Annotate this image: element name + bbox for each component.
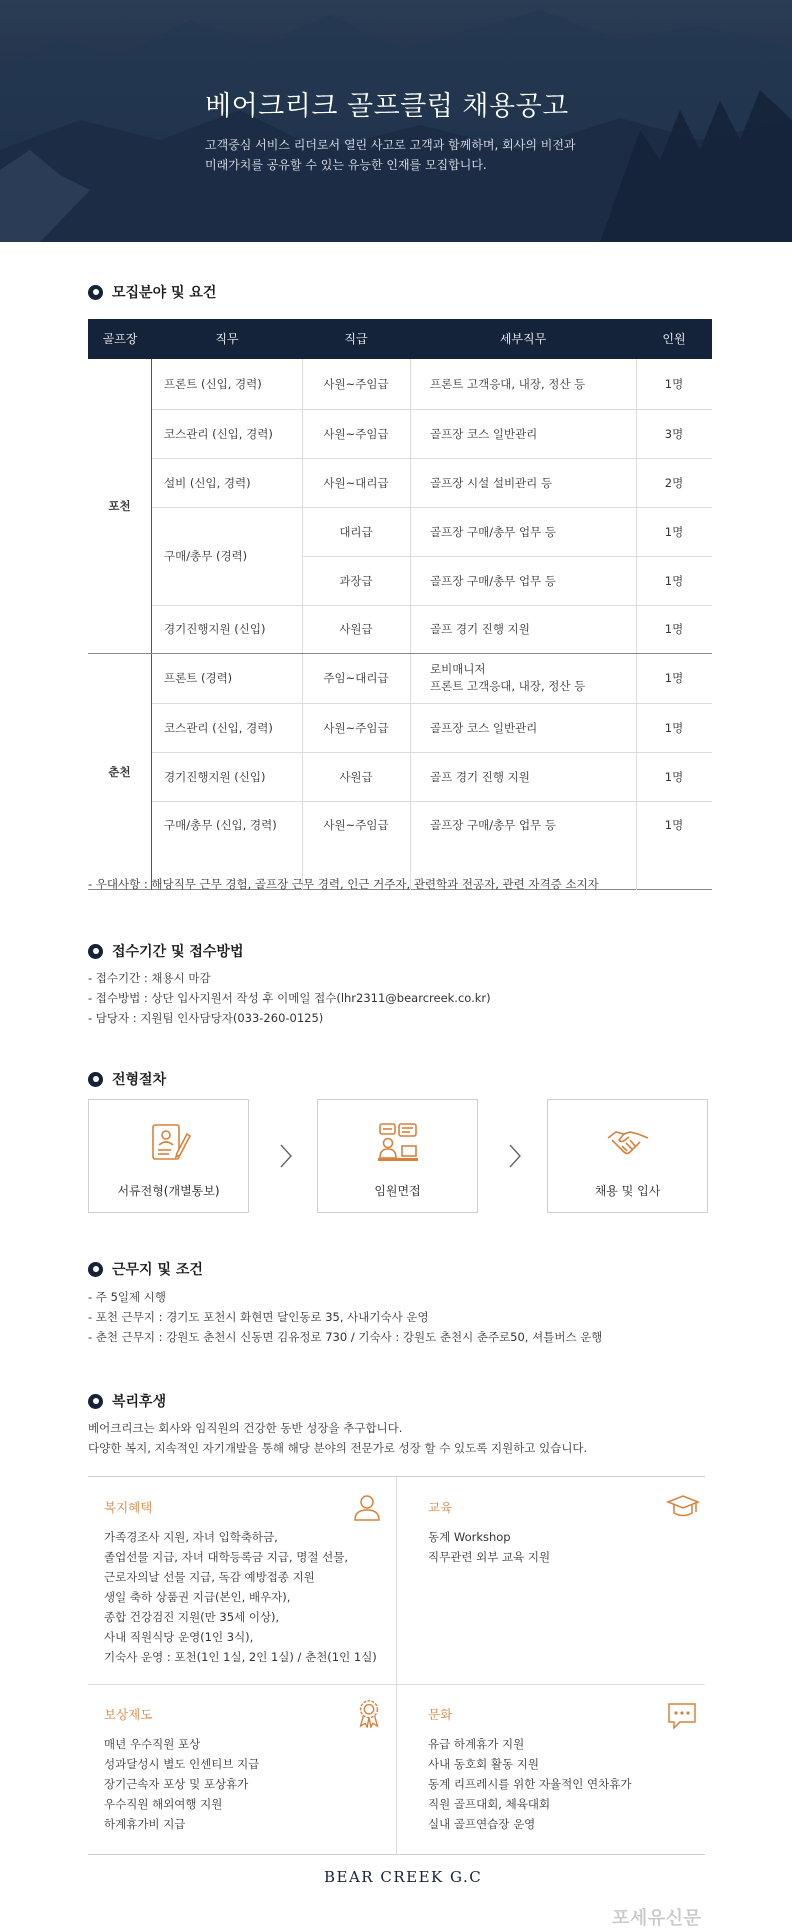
cell-rank: 과장급	[339, 573, 373, 588]
cell-detail-line: 프론트 고객응대, 내장, 정산 등	[430, 679, 586, 693]
welfare-item: 가족경조사 지원, 자녀 입학축하금,	[104, 1530, 278, 1544]
cell-detail: 골프 경기 진행 지원	[430, 769, 530, 784]
application-line: - 접수기간 : 채용시 마감	[88, 971, 211, 985]
welfare-item: 사내 직원식당 운영(1인 3식),	[104, 1630, 254, 1644]
header-rank: 직급	[344, 332, 368, 346]
cell-detail	[430, 653, 636, 703]
bullet-circle-icon	[88, 944, 103, 959]
welfare-item: 실내 골프연습장 운영	[428, 1817, 536, 1831]
bullet-circle-icon	[88, 285, 103, 300]
application-line: - 담당자 : 지원팀 인사담당자(033-260-0125)	[88, 1011, 324, 1025]
welfare-item: 장기근속자 포상 및 포상휴가	[104, 1777, 249, 1791]
welfare-card-culture	[428, 1705, 688, 1834]
cell-rank: 주임~대리급	[323, 671, 389, 685]
welfare-item: 근로자의날 선물 지급, 독감 예방접종 지원	[104, 1570, 315, 1584]
cell-rank: 대리급	[339, 524, 373, 539]
cell-detail: 골프장 구매/총무 업무 등	[430, 818, 556, 832]
process-step-hire	[547, 1099, 708, 1213]
welfare-item: 매년 우수직원 포상	[104, 1737, 201, 1751]
header-detail: 세부직무	[499, 332, 547, 346]
table-body	[88, 359, 712, 890]
workplace-line: - 춘천 근무지 : 강원도 춘천시 신동면 김유정로 730 / 기숙사 : 강원도 춘천시 춘주로50, 셔틀버스 운행	[88, 1330, 603, 1344]
cell-count: 1명	[664, 671, 684, 685]
document-review-icon	[147, 1120, 191, 1164]
application-line: - 접수방법 : 상단 입사지원서 작성 후 이메일 접수(lhr2311@bearcreek.co.kr)	[88, 991, 491, 1005]
welfare-item: 성과달성시 별도 인센티브 지급	[104, 1757, 260, 1771]
person-icon	[352, 1492, 382, 1522]
workplace-line: - 주 5일제 시행	[88, 1290, 166, 1304]
welfare-item: 졸업선물 지급, 자녀 대학등록금 지급, 명절 선물,	[104, 1550, 348, 1564]
chevron-right-icon	[508, 1143, 522, 1169]
welfare-card-title: 교육	[428, 1500, 453, 1515]
cell-count: 1명	[664, 573, 684, 588]
cell-duty: 경기진행지원 (신입)	[164, 622, 266, 636]
welfare-item: 종합 건강검진 지원(만 35세 이상),	[104, 1610, 280, 1624]
cell-duty: 코스관리 (신입, 경력)	[164, 426, 273, 441]
cell-detail: 골프장 구매/총무 업무 등	[430, 573, 556, 588]
welfare-intro-line: 베어크리크는 회사와 임직원의 건강한 동반 성장을 추구합니다.	[88, 1421, 403, 1435]
cell-rank: 사원급	[339, 622, 373, 636]
bullet-circle-icon	[88, 1394, 103, 1409]
course-pocheon: 포천	[108, 499, 131, 513]
cell-count: 1명	[664, 377, 684, 391]
workplace-line: - 포천 근무지 : 경기도 포천시 화현면 달인동로 35, 사내기숙사 운영	[88, 1310, 429, 1324]
welfare-item: 유급 하계휴가 지원	[428, 1737, 525, 1751]
cell-duty: 코스관리 (신입, 경력)	[164, 720, 273, 735]
welfare-grid	[88, 1476, 705, 1855]
section-title: 모집분야 및 요건	[112, 285, 217, 301]
welfare-intro	[88, 1418, 587, 1458]
chevron-right-icon	[279, 1143, 293, 1169]
welfare-card-rewards	[104, 1705, 384, 1834]
process-step-document	[88, 1099, 249, 1213]
chat-bubble-icon	[666, 1701, 698, 1731]
page-title: 베어크리크 골프클럽 채용공고	[205, 91, 569, 122]
section-heading-recruitment	[88, 282, 216, 302]
cell-detail: 골프장 코스 일반관리	[430, 426, 538, 441]
welfare-item: 사내 동호회 활동 지원	[428, 1757, 539, 1771]
graduation-cap-icon	[666, 1492, 700, 1522]
cell-rank: 사원~대리급	[323, 475, 389, 490]
cell-rank: 사원~주임급	[323, 720, 389, 735]
watermark: 포세유신문	[612, 1908, 702, 1929]
cell-duty: 프론트 (신입, 경력)	[164, 377, 262, 391]
cell-count: 1명	[664, 524, 684, 539]
handshake-icon	[606, 1120, 650, 1164]
section-heading-application	[88, 941, 243, 961]
process-step-interview	[317, 1099, 478, 1213]
cell-detail: 골프 경기 진행 지원	[430, 622, 530, 636]
section-heading-process	[88, 1069, 166, 1089]
header-duty: 직무	[215, 332, 239, 346]
cell-detail: 프론트 고객응대, 내장, 정산 등	[430, 377, 586, 391]
process-step-label: 채용 및 입사	[594, 1184, 661, 1198]
section-heading-welfare	[88, 1391, 166, 1411]
cell-rank: 사원~주임급	[323, 426, 389, 441]
welfare-card-title: 복지혜택	[104, 1500, 153, 1515]
process-step-label: 임원면접	[374, 1184, 421, 1198]
welfare-item: 우수직원 해외여행 지원	[104, 1797, 223, 1811]
company-logo: BEAR CREEK G.C	[324, 1868, 483, 1886]
section-title: 근무지 및 조건	[112, 1262, 203, 1278]
hero-desc-line: 고객중심 서비스 리더로서 열린 사고로 고객과 함께하며, 회사의 비전과	[205, 138, 576, 152]
recruitment-table	[88, 319, 712, 890]
cell-rank: 사원~주임급	[323, 377, 389, 391]
welfare-intro-line: 다양한 복지, 지속적인 자기개발을 통해 해당 분야의 전문가로 성장 할 수 있도록 지원하고 있습니다.	[88, 1441, 588, 1455]
bullet-circle-icon	[88, 1072, 103, 1087]
welfare-card-title: 보상제도	[104, 1707, 153, 1722]
welfare-item: 기숙사 운영 : 포천(1인 1실, 2인 1실) / 춘천(1인 1실)	[104, 1650, 377, 1664]
hero-description	[205, 135, 576, 175]
course-chuncheon: 춘천	[108, 764, 131, 779]
award-badge-icon	[354, 1698, 384, 1728]
section-title: 복리후생	[112, 1394, 167, 1410]
welfare-item: 생일 축하 상품권 지급(본인, 배우자),	[104, 1590, 291, 1604]
cell-duty: 프론트 (경력)	[164, 671, 233, 685]
cell-rank: 사원급	[339, 769, 373, 784]
application-details	[88, 968, 491, 1028]
preference-note: - 우대사항 : 해당직무 근무 경험, 골프장 근무 경력, 인근 거주자, 관련학과 전공자, 관련 자격증 소지자	[88, 877, 599, 891]
cell-detail-line: 로비매니저	[430, 662, 486, 676]
welfare-card-title: 문화	[428, 1707, 453, 1722]
hero-banner	[0, 0, 792, 242]
section-title: 접수기간 및 접수방법	[112, 944, 244, 960]
interview-icon	[376, 1120, 420, 1164]
cell-count: 1명	[664, 769, 684, 784]
welfare-item: 하계휴가비 지급	[104, 1817, 186, 1831]
bullet-circle-icon	[88, 1262, 103, 1277]
welfare-item: 직무관련 외부 교육 지원	[428, 1550, 551, 1564]
welfare-item: 동계 Workshop	[428, 1530, 511, 1544]
cell-count: 1명	[664, 622, 684, 636]
cell-count: 2명	[664, 475, 684, 490]
cell-duty: 설비 (신입, 경력)	[164, 475, 251, 490]
cell-detail: 골프장 코스 일반관리	[430, 720, 538, 735]
cell-detail: 골프장 시설 설비관리 등	[430, 475, 553, 490]
welfare-card-benefits	[104, 1498, 384, 1667]
cell-duty: 구매/총무 (경력)	[164, 549, 248, 563]
workplace-details	[88, 1287, 602, 1347]
cell-duty: 경기진행지원 (신입)	[164, 769, 266, 784]
welfare-item: 동계 리프레시를 위한 자율적인 연차휴가	[428, 1777, 632, 1791]
section-heading-workplace	[88, 1259, 203, 1279]
cell-count: 1명	[664, 720, 684, 735]
cell-rank: 사원~주임급	[323, 818, 389, 832]
header-course: 골프장	[102, 332, 138, 346]
cell-count: 3명	[664, 426, 684, 441]
cell-detail: 골프장 구매/총무 업무 등	[430, 524, 556, 539]
welfare-item: 직원 골프대회, 체육대회	[428, 1797, 551, 1811]
cell-duty: 구매/총무 (신입, 경력)	[164, 818, 277, 832]
table-header	[88, 319, 712, 359]
hero-desc-line: 미래가치를 공유할 수 있는 유능한 인재를 모집합니다.	[205, 158, 487, 172]
process-step-label: 서류전형(개별통보)	[117, 1184, 220, 1198]
section-title: 전형절차	[112, 1072, 167, 1088]
cell-count: 1명	[664, 818, 684, 832]
welfare-card-education	[428, 1498, 688, 1567]
header-count: 인원	[662, 332, 686, 346]
